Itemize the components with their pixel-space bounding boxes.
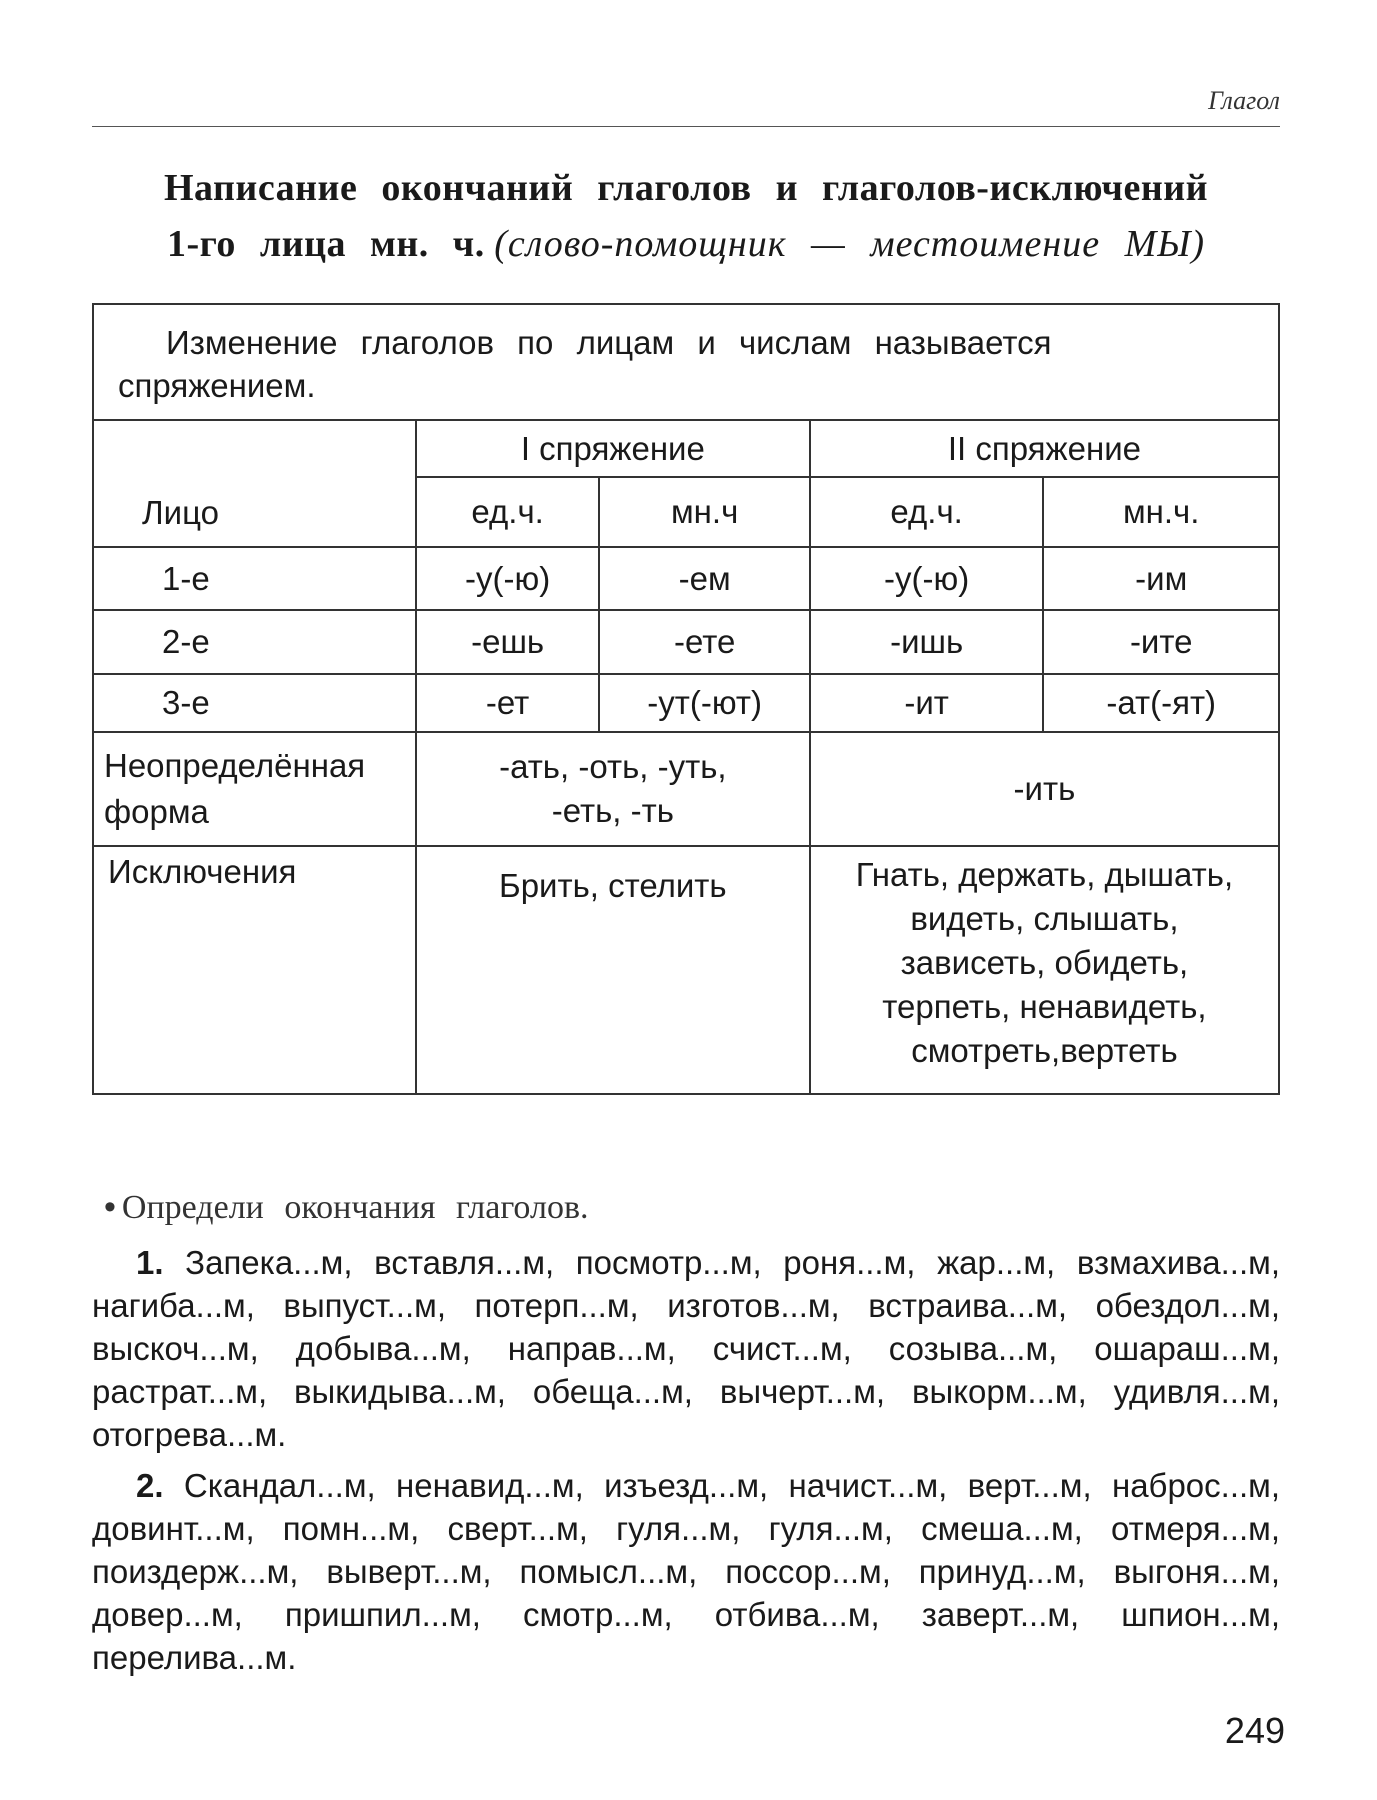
person-cell: 3-е [93,674,416,732]
person-cell: 2-е [93,610,416,674]
ending-cell: -ат(-ят) [1043,674,1279,732]
intro-text-part2: спряжением. [118,367,316,404]
conj2-plural-header: мн.ч. [1043,477,1279,547]
task-line: смотр...м, отбива...м, заверт...м, шпион...м, перелива...м. [92,1596,1281,1676]
instruction-text: Определи окончания глаголов. [121,1189,589,1226]
task-line: Скандал...м, ненавид...м, изъезд...м, начист...м, верт...м, [183,1467,1092,1504]
task-1 [92,1241,1280,1456]
person-header-label: Лицо [142,494,219,531]
bullet-icon: • [104,1188,116,1226]
task-line: Запека...м, вставля...м, посмотр...м, роня...м, жар...м, [185,1244,1056,1281]
infinitive-row [93,732,1279,846]
ending-cell: -ет [416,674,600,732]
task-2 [92,1464,1280,1679]
conj1-header: I спряжение [416,420,810,477]
task-line: обеща...м, вычерт...м, выкорм...м, удивля...м, отогрева...м. [92,1373,1281,1453]
table-row [93,547,1279,610]
exceptions-conj1: Брить, стелить [416,846,810,1094]
task-line: встраива...м, обездол...м, выскоч...м, добыва...м, направ...м, [92,1287,1280,1367]
ending-cell: -ем [599,547,809,610]
page-title [92,160,1280,272]
task-number: 1. [136,1244,164,1281]
conj2-singular-header: ед.ч. [810,477,1044,547]
exercise-instruction [104,1188,1280,1227]
ending-cell: -ете [599,610,809,674]
exception-line: видеть, слышать, [910,900,1179,937]
infinitive-conj2: -ить [810,732,1279,846]
exercise-section [92,1188,1280,1687]
running-head: Глагол [1208,86,1280,115]
title-line-1: Написание окончаний глаголов и глаголов-исключений [163,167,1209,209]
infinitive-label [93,732,416,846]
infinitive-conj1-line2: -еть, -ть [551,792,674,829]
infinitive-label-line1: Неопределённая [104,747,366,784]
conj2-header: II спряжение [810,420,1279,477]
task-number: 2. [136,1467,164,1504]
conjugation-table [92,303,1280,1095]
ending-cell: -у(-ю) [416,547,600,610]
task-line: счист...м, созыва...м, ошараш...м, растрат...м, выкидыва...м, [92,1330,1280,1410]
ending-cell: -ешь [416,610,600,674]
exceptions-label: Исключения [93,846,416,1094]
ending-cell: -ит [810,674,1044,732]
exception-line: смотреть,вертеть [911,1032,1178,1069]
task-line: наброс...м, довинт...м, помн...м, сверт...м, гуля...м, гуля...м, [92,1467,1281,1547]
person-cell: 1-е [93,547,416,610]
infinitive-conj1-line1: -ать, -оть, -уть, [499,748,727,785]
infinitive-label-line2: форма [104,793,209,830]
exception-line: Гнать, держать, дышать, [855,856,1234,893]
conj1-singular-header: ед.ч. [416,477,600,547]
table-row [93,610,1279,674]
person-header [93,420,416,547]
task-line: смеша...м, отмеря...м, поиздерж...м, выверт...м, помысл...м, [92,1510,1281,1590]
ending-cell: -ите [1043,610,1279,674]
intro-cell [93,304,1279,420]
exceptions-conj2 [810,846,1279,1094]
table-row [93,674,1279,732]
ending-cell: -у(-ю) [810,547,1044,610]
title-line-2-italic: (слово-помощник — местоимение МЫ) [494,223,1206,265]
ending-cell: -им [1043,547,1279,610]
exception-line: зависеть, обидеть, [900,944,1189,981]
ending-cell: -ут(-ют) [599,674,809,732]
task-line: поссор...м, принуд...м, выгоня...м, довер...м, пришпил...м, [92,1553,1280,1633]
exception-line: терпеть, ненавидеть, [882,988,1207,1025]
task-line: взмахива...м, нагиба...м, выпуст...м, потерп...м, изготов...м, [92,1244,1280,1324]
intro-text-part1: Изменение глаголов по лицам и числам называется [166,324,1052,361]
page-number: 249 [1224,1710,1285,1751]
title-line-2-bold: 1-го лица мн. ч. [166,223,485,265]
conj1-plural-header: мн.ч [599,477,809,547]
infinitive-conj1 [416,732,810,846]
exceptions-row [93,846,1279,1094]
ending-cell: -ишь [810,610,1044,674]
header-divider [92,126,1280,127]
